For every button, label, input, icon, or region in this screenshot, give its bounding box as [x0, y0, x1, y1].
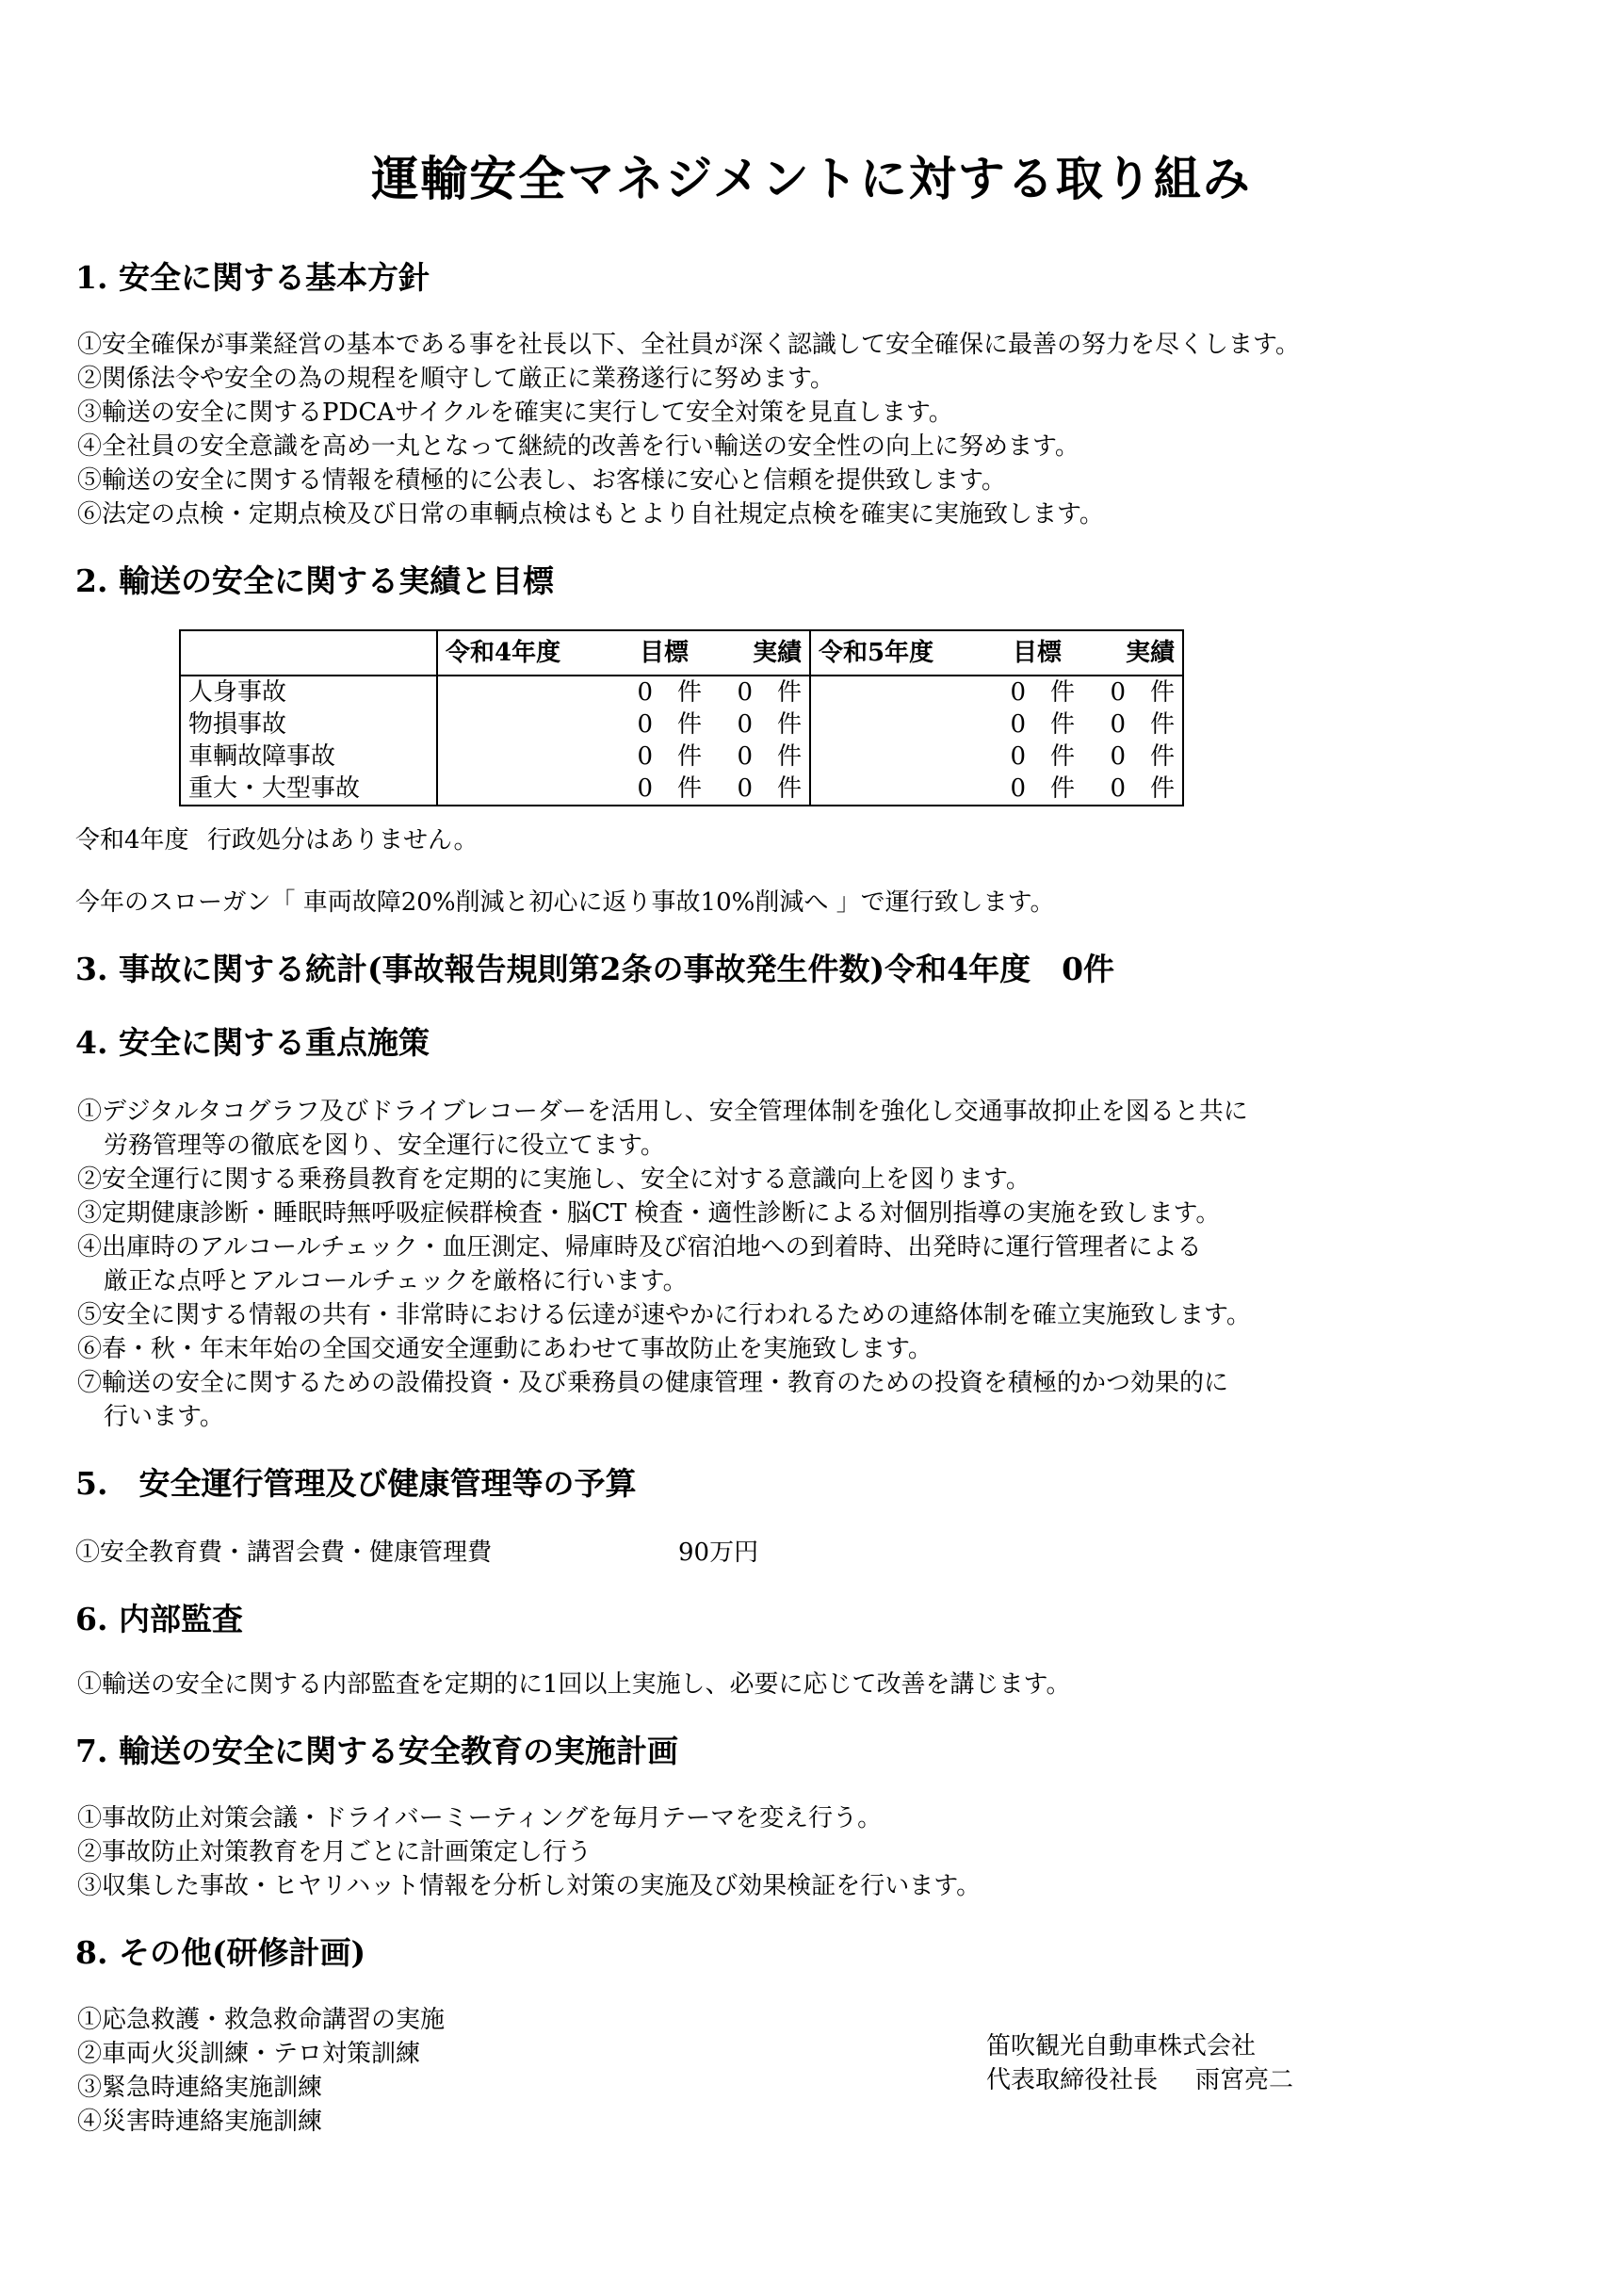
row-category: 重大・大型事故: [180, 773, 437, 806]
row-category: 車輌故障事故: [180, 741, 437, 773]
list-item: [75, 1095, 1548, 1163]
y2-actual: 0: [1110, 678, 1126, 707]
y1-actual: 0: [737, 678, 753, 707]
section-results-goals: [75, 558, 1548, 920]
section-priority-measures: [75, 1019, 1548, 1434]
section-training-plan: [75, 1930, 1548, 2139]
blank-cell: [437, 773, 619, 806]
list-item: ①事故防止対策会議・ドライバーミーティングを毎月テーマを変え行う。: [77, 1804, 883, 1832]
unit: 件: [776, 742, 802, 771]
y2-actual-cell: [1082, 741, 1183, 773]
note-text: 行政処分はありません。: [207, 826, 479, 855]
y2-actual: 0: [1110, 742, 1126, 771]
list-item: [75, 1366, 1548, 1434]
list-item: ②関係法令や安全の為の規程を順守して厳正に業務遂行に努めます。: [77, 365, 835, 393]
blank-cell: [810, 676, 992, 708]
y2-actual-cell: [1082, 708, 1183, 741]
section-heading: 2. 輸送の安全に関する実績と目標: [75, 562, 554, 599]
company-name: 笛吹観光自動車株式会社: [985, 2032, 1256, 2060]
unit: 件: [676, 742, 702, 771]
section-heading: 5. 安全運行管理及び健康管理等の予算: [75, 1465, 637, 1502]
list-item: ⑥法定の点検・定期点検及び日常の車輌点検はもとより自社規定点検を確実に実施致します。: [77, 500, 1104, 529]
y2-target: 0: [1010, 742, 1026, 771]
list-item: [75, 1298, 1548, 1332]
list-item: ①輸送の安全に関する内部監査を定期的に1回以上実施し、必要に応じて改善を講じます。: [77, 1670, 1071, 1699]
item-line: ①デジタルタコグラフ及びドライブレコーダーを活用し、安全管理体制を強化し交通事故抑止を図ると共に: [77, 1098, 1248, 1126]
section-education-plan: [75, 1728, 1548, 1903]
blank-cell: [810, 773, 992, 806]
list-item: ③収集した事故・ヒヤリハット情報を分析し対策の実施及び効果検証を行います。: [77, 1872, 982, 1900]
table-row: [180, 676, 1183, 708]
table-header-year1: 令和4年度: [437, 630, 619, 676]
section-heading: 3. 事故に関する統計(事故報告規則第2条の事故発生件数)令和4年度 0件: [75, 951, 1115, 987]
item-continuation: 行います。: [104, 1403, 224, 1431]
section-internal-audit: [75, 1596, 1548, 1702]
note-label: 令和4年度: [75, 826, 189, 855]
list-item: [75, 1332, 1548, 1366]
y1-target: 0: [637, 710, 653, 739]
list-item: [75, 1197, 1548, 1230]
list-item: ②事故防止対策教育を月ごとに計画策定し行う: [77, 1838, 592, 1866]
audit-list: [75, 1668, 1548, 1702]
y1-target-cell: [619, 773, 709, 806]
y2-actual: 0: [1110, 710, 1126, 739]
y1-actual-cell: [709, 708, 810, 741]
unit: 件: [676, 710, 702, 739]
table-header-actual1: 実績: [709, 630, 810, 676]
y2-target-cell: [992, 773, 1082, 806]
table-row: [180, 708, 1183, 741]
item-line: ②安全運行に関する乗務員教育を定期的に実施し、安全に対する意識向上を図ります。: [77, 1165, 1031, 1194]
section-heading: 4. 安全に関する重点施策: [75, 1024, 430, 1061]
y2-target-cell: [992, 741, 1082, 773]
list-item: ⑤輸送の安全に関する情報を積極的に公表し、お客様に安心と信頼を提供致します。: [77, 466, 1006, 495]
section-heading: 6. 内部監査: [75, 1601, 243, 1637]
slogan-text: 今年のスローガン「 車両故障20%削減と初心に返り事故10%削減へ 」で運行致します。: [75, 888, 1055, 917]
y2-target: 0: [1010, 774, 1026, 803]
list-item: ③輸送の安全に関するPDCAサイクルを確実に実行して安全対策を見直します。: [77, 399, 953, 427]
representative-name: 雨宮亮二: [1194, 2066, 1293, 2094]
measures-list: [75, 1095, 1548, 1434]
representative-title: 代表取締役社長: [985, 2066, 1158, 2094]
y2-target: 0: [1010, 678, 1026, 707]
item-line: ④出庫時のアルコールチェック・血圧測定、帰庫時及び宿泊地への到着時、出発時に運行管理者による: [77, 1233, 1202, 1262]
y2-target-cell: [992, 676, 1082, 708]
y2-actual-cell: [1082, 676, 1183, 708]
item-line: ⑥春・秋・年末年始の全国交通安全運動にあわせて事故防止を実施致します。: [77, 1335, 933, 1363]
list-item: ③緊急時連絡実施訓練: [77, 2074, 323, 2102]
item-continuation: 厳正な点呼とアルコールチェックを厳格に行います。: [104, 1267, 688, 1295]
unit: 件: [776, 710, 802, 739]
item-line: ⑤安全に関する情報の共有・非常時における伝達が速やかに行われるための連絡体制を確立実施致します。: [77, 1301, 1251, 1329]
section-accident-statistics: [75, 946, 1548, 993]
list-item: ①安全確保が事業経営の基本である事を社長以下、全社員が深く認識して安全確保に最善の努力を尽くします。: [77, 331, 1300, 359]
y1-target-cell: [619, 708, 709, 741]
budget-amount: 90万円: [678, 1539, 759, 1567]
administrative-note: [75, 823, 1548, 857]
section-heading: 8. その他(研修計画): [75, 1934, 366, 1971]
unit: 件: [1149, 742, 1175, 771]
unit: 件: [1149, 774, 1175, 803]
row-category: 物損事故: [180, 708, 437, 741]
budget-row: [75, 1536, 1548, 1570]
table-row: [180, 741, 1183, 773]
unit: 件: [1049, 774, 1075, 803]
section-heading: 1. 安全に関する基本方針: [75, 259, 430, 296]
list-item: [75, 1163, 1548, 1197]
unit: 件: [776, 774, 802, 803]
unit: 件: [676, 678, 702, 707]
list-item: ④災害時連絡実施訓練: [77, 2108, 323, 2136]
y1-target-cell: [619, 676, 709, 708]
training-list: [75, 2003, 1548, 2139]
y1-actual-cell: [709, 741, 810, 773]
table-header-blank: [180, 630, 437, 676]
blank-cell: [437, 676, 619, 708]
education-list: [75, 1801, 1548, 1903]
y1-actual-cell: [709, 773, 810, 806]
unit: 件: [776, 678, 802, 707]
unit: 件: [1049, 678, 1075, 707]
y2-target-cell: [992, 708, 1082, 741]
list-item: ④全社員の安全意識を高め一丸となって継続的改善を行い輸送の安全性の向上に努めます。: [77, 432, 1079, 461]
y1-target: 0: [637, 742, 653, 771]
company-representative-line: [986, 2063, 1293, 2097]
row-category: 人身事故: [180, 676, 437, 708]
document-title: 運輸安全マネジメントに対する取り組み: [371, 151, 1252, 206]
unit: 件: [676, 774, 702, 803]
y1-target: 0: [637, 774, 653, 803]
company-signature: [986, 2029, 1293, 2097]
accident-stats-table: [179, 629, 1184, 806]
y1-target: 0: [637, 678, 653, 707]
section-budget: [75, 1460, 1548, 1570]
y2-actual: 0: [1110, 774, 1126, 803]
list-item: [75, 1230, 1548, 1298]
section-basic-policy: [75, 254, 1548, 531]
policy-list: [75, 328, 1548, 531]
item-line: ⑦輸送の安全に関するための設備投資・及び乗務員の健康管理・教育のための投資を積極的かつ効果的に: [77, 1369, 1229, 1397]
table-header-actual2: 実績: [1082, 630, 1183, 676]
budget-item: ①安全教育費・講習会費・健康管理費: [75, 1539, 493, 1567]
unit: 件: [1049, 710, 1075, 739]
y1-actual-cell: [709, 676, 810, 708]
y1-actual: 0: [737, 774, 753, 803]
y1-actual: 0: [737, 742, 753, 771]
list-item: ①応急救護・救急救命講習の実施: [77, 2006, 446, 2034]
blank-cell: [810, 708, 992, 741]
table-row: [180, 773, 1183, 806]
y2-actual-cell: [1082, 773, 1183, 806]
unit: 件: [1149, 710, 1175, 739]
unit: 件: [1149, 678, 1175, 707]
item-line: ③定期健康診断・睡眠時無呼吸症候群検査・脳CT 検査・適性診断による対個別指導の実施を致します。: [77, 1199, 1221, 1228]
section-heading: 7. 輸送の安全に関する安全教育の実施計画: [75, 1733, 678, 1769]
list-item: ②車両火災訓練・テロ対策訓練: [77, 2040, 421, 2068]
table-header-year2: 令和5年度: [810, 630, 992, 676]
blank-cell: [437, 741, 619, 773]
table-header-target2: 目標: [992, 630, 1082, 676]
y1-target-cell: [619, 741, 709, 773]
unit: 件: [1049, 742, 1075, 771]
table-header-target1: 目標: [619, 630, 709, 676]
blank-cell: [437, 708, 619, 741]
y2-target: 0: [1010, 710, 1026, 739]
item-continuation: 労務管理等の徹底を図り、安全運行に役立てます。: [104, 1132, 665, 1160]
blank-cell: [810, 741, 992, 773]
y1-actual: 0: [737, 710, 753, 739]
